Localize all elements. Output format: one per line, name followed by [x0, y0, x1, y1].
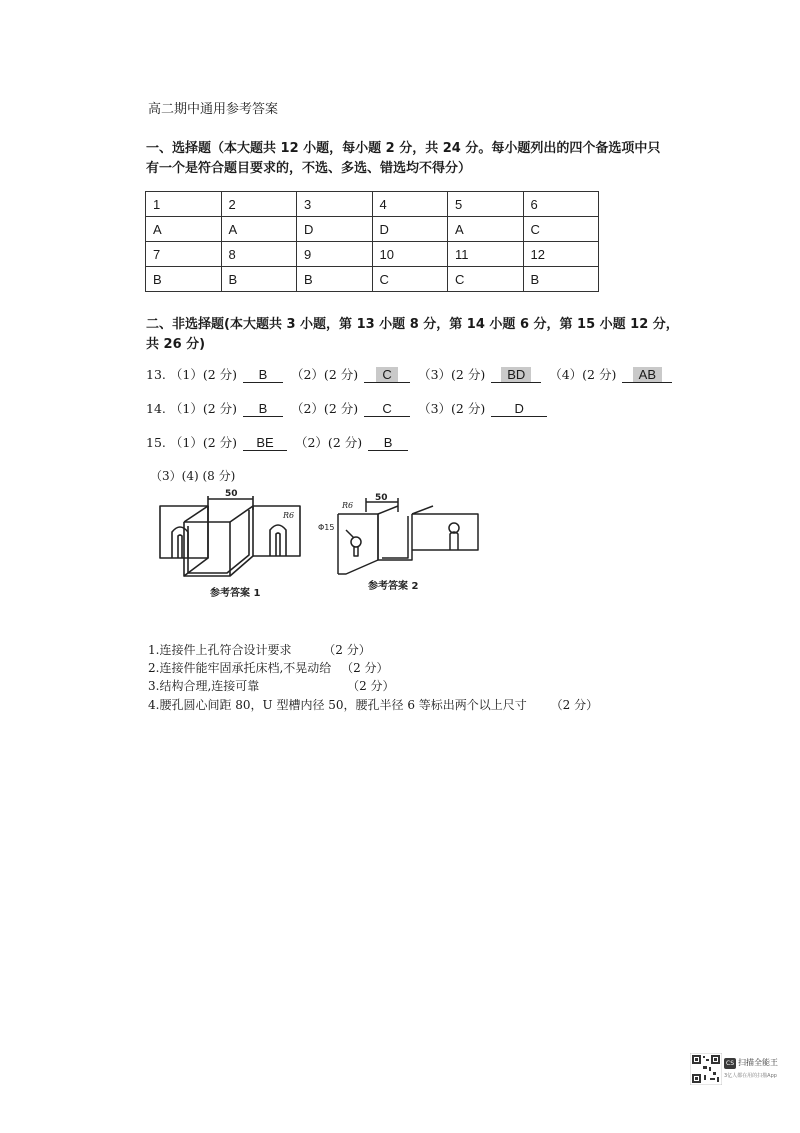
criterion-text: 4.腰孔圆心间距 80，U 型槽内径 50，腰孔半径 6 等标出两个以上尺寸 — [148, 698, 527, 712]
criterion-item — [148, 677, 395, 694]
section1-heading-line2: 有一个是符合题目要求的，不选、多选、错选均不得分） — [146, 161, 472, 176]
dimension-label: 50 — [225, 489, 238, 499]
qr-code-icon — [690, 1053, 722, 1085]
question-14-line — [146, 399, 551, 417]
app-logo-icon: CS — [726, 1060, 734, 1067]
answer-blank: C — [364, 401, 410, 417]
reference-answer-2-figure — [318, 492, 483, 597]
part-label: （3）(2 分) — [418, 401, 486, 416]
scanner-watermark — [690, 1053, 790, 1089]
question-number: 15. — [146, 435, 166, 450]
part-label: （2）(2 分) — [290, 401, 359, 416]
highlighted-answer: C — [376, 367, 397, 382]
section1-heading-line1: 一、选择题（本大题共 12 小题，每小题 2 分，共 24 分。每小题列出的四个备选项中只 — [146, 141, 661, 156]
table-cell: 1 — [146, 192, 222, 217]
brand-name: 扫描全能王 — [738, 1058, 778, 1067]
highlighted-answer: BD — [501, 367, 531, 382]
part-label: （1）(2 分) — [169, 401, 238, 416]
radius-label: R6 — [342, 501, 354, 510]
section2-heading-line1: 二、非选择题(本大题共 3 小题，第 13 小题 8 分，第 14 小题 6 分，第 15 小题 12 分， — [146, 317, 679, 332]
answer-blank: B — [243, 401, 283, 417]
table-cell: C — [448, 267, 524, 292]
answer-table — [145, 191, 599, 292]
table-cell: 3 — [297, 192, 373, 217]
table-cell: 11 — [448, 242, 524, 267]
table-row — [146, 192, 599, 217]
part-label: （1）(2 分) — [169, 435, 238, 450]
table-cell: B — [523, 267, 599, 292]
figure-caption: 参考答案 2 — [368, 581, 419, 592]
diameter-label: Φ15 — [318, 523, 335, 532]
part-label: （1）(2 分) — [169, 367, 238, 382]
table-cell: 4 — [372, 192, 448, 217]
answer-blank: B — [243, 367, 283, 383]
brand-tagline: 3亿人都在用的扫描App — [724, 1073, 777, 1079]
table-cell: 5 — [448, 192, 524, 217]
table-cell: 6 — [523, 192, 599, 217]
radius-label: R6 — [283, 511, 295, 520]
criterion-points: （2 分） — [323, 643, 371, 657]
table-cell: B — [297, 267, 373, 292]
table-cell: 7 — [146, 242, 222, 267]
table-cell: A — [146, 217, 222, 242]
table-cell: 12 — [523, 242, 599, 267]
criterion-item — [148, 659, 389, 676]
section2-heading-line2: 共 26 分) — [146, 337, 206, 352]
criterion-text: 1.连接件上孔符合设计要求 — [148, 643, 292, 657]
part-label: （3）(2 分) — [418, 367, 486, 382]
question-number: 14. — [146, 401, 166, 416]
criterion-points: （2 分） — [347, 679, 395, 693]
dimension-label: 50 — [375, 493, 388, 503]
table-cell: 8 — [221, 242, 297, 267]
criterion-text: 2.连接件能牢固承托床档,不晃动给 — [148, 661, 332, 675]
question-13-line — [146, 365, 676, 383]
table-row — [146, 242, 599, 267]
table-row — [146, 267, 599, 292]
table-cell: B — [221, 267, 297, 292]
table-cell: D — [297, 217, 373, 242]
document-title: 高二期中通用参考答案 — [148, 102, 279, 117]
question-number: 13. — [146, 367, 166, 382]
question-15-line — [146, 433, 412, 451]
table-row — [146, 217, 599, 242]
criterion-points: （2 分） — [550, 698, 599, 712]
criterion-item — [148, 641, 371, 658]
table-cell: A — [448, 217, 524, 242]
table-cell: 10 — [372, 242, 448, 267]
table-cell: 9 — [297, 242, 373, 267]
answer-blank — [364, 367, 410, 383]
answer-blank — [622, 367, 672, 383]
answer-blank: BE — [243, 435, 287, 451]
table-cell: C — [372, 267, 448, 292]
answer-blank — [491, 367, 541, 383]
part-label: （2）(2 分) — [290, 367, 359, 382]
criterion-points: （2 分） — [341, 661, 389, 675]
criterion-item — [148, 696, 598, 713]
question-15-part34-label: （3）(4) (8 分) — [150, 469, 236, 483]
criterion-text: 3.结构合理,连接可靠 — [148, 679, 260, 693]
part-label: （2）(2 分) — [294, 435, 363, 450]
table-cell: C — [523, 217, 599, 242]
answer-blank: D — [491, 401, 547, 417]
answer-blank: B — [368, 435, 408, 451]
reference-answer-1-figure — [150, 488, 310, 600]
figure-caption: 参考答案 1 — [210, 588, 261, 599]
table-cell: D — [372, 217, 448, 242]
part-label: （4）(2 分) — [549, 367, 617, 382]
table-cell: B — [146, 267, 222, 292]
highlighted-answer: AB — [633, 367, 662, 382]
table-cell: A — [221, 217, 297, 242]
table-cell: 2 — [221, 192, 297, 217]
